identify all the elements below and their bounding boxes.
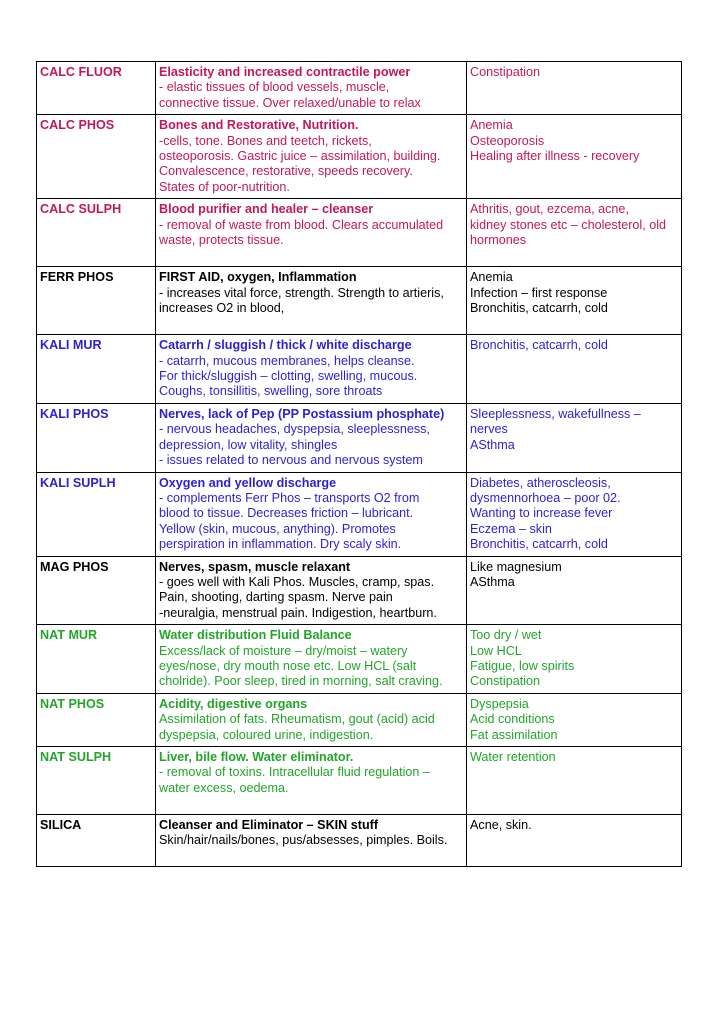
description-line: cholride). Poor sleep, tired in morning, salt craving. [159,674,443,689]
description-cell [156,403,467,472]
condition-item: Infection – first response [470,285,608,300]
salt-name: KALI PHOS [40,406,109,421]
description-line: Pain, shooting, darting spasm. Nerve pain [159,590,393,605]
condition-item: Healing after illness - recovery [470,149,640,164]
table-row [37,815,682,867]
salt-name-cell [37,472,156,556]
salt-name-cell [37,625,156,694]
description-cell [156,62,467,115]
salt-name: CALC SULPH [40,202,122,217]
remedy-table-sheet [36,61,681,867]
salt-name-cell [37,335,156,404]
salt-name: CALC PHOS [40,118,115,133]
description-line: increases O2 in blood, [159,301,285,316]
salt-name-cell [37,267,156,335]
table-row [37,556,682,625]
conditions-cell [467,747,682,815]
table-row [37,115,682,199]
description-line: - goes well with Kali Phos. Muscles, cramp, spas. [159,574,435,589]
condition-item: Osteoporosis [470,133,545,148]
condition-item: Constipation [470,65,541,79]
description-line: For thick/sluggish – clotting, swelling, mucous. [159,369,418,384]
description-title: FIRST AID, oxygen, Inflammation [159,270,357,285]
condition-item: Acne, skin. [470,818,532,832]
condition-item: Fat assimilation [470,727,558,742]
description-line: - complements Ferr Phos – transports O2 from [159,490,420,505]
table-row [37,335,682,404]
condition-item: Bronchitis, catcarrh, cold [470,338,608,353]
condition-item: Too dry / wet [470,628,542,643]
salt-name: FERR PHOS [40,270,114,285]
description-line: -cells, tone. Bones and teetch, rickets, [159,133,372,148]
table-body [37,62,682,867]
condition-item: Sleeplessness, wakefullness – [470,406,641,421]
table-row [37,693,682,746]
description-line: - removal of toxins. Intracellular fluid regulation – [159,765,430,780]
salt-name: NAT MUR [40,628,98,643]
condition-item: nerves [470,422,508,437]
condition-item: hormones [470,233,527,248]
conditions-cell [467,62,682,115]
conditions-cell [467,625,682,694]
condition-item: Wanting to increase fever [470,506,613,521]
salt-name-cell [37,403,156,472]
description-line: -neuralgia, menstrual pain. Indigestion, heartburn. [159,605,437,620]
conditions-cell [467,267,682,335]
description-cell [156,747,467,815]
salt-name: NAT PHOS [40,696,105,711]
salt-name: SILICA [40,818,82,832]
condition-item: Acid conditions [470,712,555,727]
description-line: waste, protects tissue. [159,233,284,248]
description-line: Convalescence, restorative, speeds recovery. [159,164,413,179]
salt-name-cell [37,62,156,115]
condition-item: Bronchitis, catcarrh, cold [470,537,608,552]
condition-item: Diabetes, atherosclеosis, [470,475,611,490]
description-line: - nervous headaches, dyspepsia, sleeplessness, [159,422,430,437]
description-line: eyes/nose, dry mouth nose etc. Low HCL (salt [159,658,417,673]
condition-item: Like magnesium [470,559,562,574]
condition-item: ASthma [470,437,515,452]
description-line: - removal of waste from blood. Clears accumulated [159,217,444,232]
table-row [37,625,682,694]
condition-item: dysmennorhoea – poor 02. [470,490,621,505]
description-line: Assimilation of fats. Rheumatism, gout (acid) acid [159,712,435,727]
description-cell [156,267,467,335]
salt-name: MAG PHOS [40,559,109,574]
salt-name-cell [37,556,156,625]
description-line: depression, low vitality, shingles [159,437,338,452]
description-title: Elasticity and increased contractile power [159,65,411,79]
description-title: Catarrh / sluggish / thick / white discharge [159,338,412,353]
salt-name: KALI SUPLH [40,475,116,490]
table-row [37,62,682,115]
description-cell [156,335,467,404]
table-row [37,403,682,472]
conditions-cell [467,556,682,625]
conditions-cell [467,815,682,867]
description-line: blood to tissue. Decreases friction – lubricant. [159,506,414,521]
salt-name: CALC FLUOR [40,65,122,79]
table-row [37,267,682,335]
description-title: Water distribution Fluid Balance [159,628,352,643]
description-title: Cleanser and Eliminator – SKIN stuff [159,818,379,832]
description-title: Bones and Restorative, Nutrition. [159,118,359,133]
condition-item: Low HCL [470,643,522,658]
condition-item: Anemia [470,270,513,285]
condition-item: Fatigue, low spirits [470,658,575,673]
salt-name-cell [37,747,156,815]
cell-salts-table [36,61,682,867]
condition-item: Water retention [470,750,556,764]
salt-name: NAT SULPH [40,750,112,764]
description-line: States of poor-nutrition. [159,179,290,194]
condition-item: kidney stones etc – cholesterol, old [470,217,667,232]
description-cell [156,472,467,556]
description-cell [156,693,467,746]
description-line: - elastic tissues of blood vessels, muscle, [159,80,390,95]
description-cell [156,115,467,199]
condition-item: Eczema – skin [470,521,552,536]
table-row [37,199,682,267]
description-line: dyspepsia, coloured urine, indigestion. [159,727,374,742]
description-cell [156,625,467,694]
description-line: - catarrh, mucous membranes, helps cleanse. [159,353,415,368]
conditions-cell [467,472,682,556]
salt-name-cell [37,199,156,267]
description-line: - increases vital force, strength. Strength to artieris, [159,285,444,300]
condition-item: ASthma [470,574,515,589]
description-cell [156,815,467,867]
description-title: Liver, bile flow. Water eliminator. [159,750,354,764]
description-line: perspiration in inflammation. Dry scaly skin. [159,537,402,552]
description-line: osteoporosis. Gastric juice – assimilation, building. [159,149,441,164]
condition-item: Dyspepsia [470,696,529,711]
conditions-cell [467,335,682,404]
salt-name-cell [37,693,156,746]
condition-item: Anemia [470,118,513,133]
conditions-cell [467,693,682,746]
description-title: Nerves, lack of Pep (PP Postassium phosphate) [159,406,445,421]
condition-item: Constipation [470,674,541,689]
salt-name-cell [37,815,156,867]
conditions-cell [467,199,682,267]
description-line: connective tissue. Over relaxed/unable to relax [159,95,421,110]
conditions-cell [467,403,682,472]
description-title: Acidity, digestive organs [159,696,308,711]
condition-item: Athritis, gout, ezcema, acne, [470,202,629,217]
description-cell [156,556,467,625]
description-line: - issues related to nervous and nervous system [159,453,423,468]
condition-item: Bronchitis, catcarrh, cold [470,301,608,316]
description-title: Nerves, spasm, muscle relaxant [159,559,351,574]
table-row [37,747,682,815]
salt-name: KALI MUR [40,338,102,353]
description-line: Skin/hair/nails/bones, pus/absesses, pimples. Boils. [159,833,448,848]
description-line: Coughs, tonsillitis, swelling, sore throats [159,384,383,399]
description-title: Blood purifier and healer – cleanser [159,202,374,217]
description-cell [156,199,467,267]
description-title: Oxygen and yellow discharge [159,475,337,490]
table-row [37,472,682,556]
conditions-cell [467,115,682,199]
description-line: Excess/lack of moisture – dry/moist – watery [159,643,408,658]
salt-name-cell [37,115,156,199]
description-line: water excess, oedema. [159,780,289,795]
description-line: Yellow (skin, mucous, anything). Promotes [159,521,396,536]
